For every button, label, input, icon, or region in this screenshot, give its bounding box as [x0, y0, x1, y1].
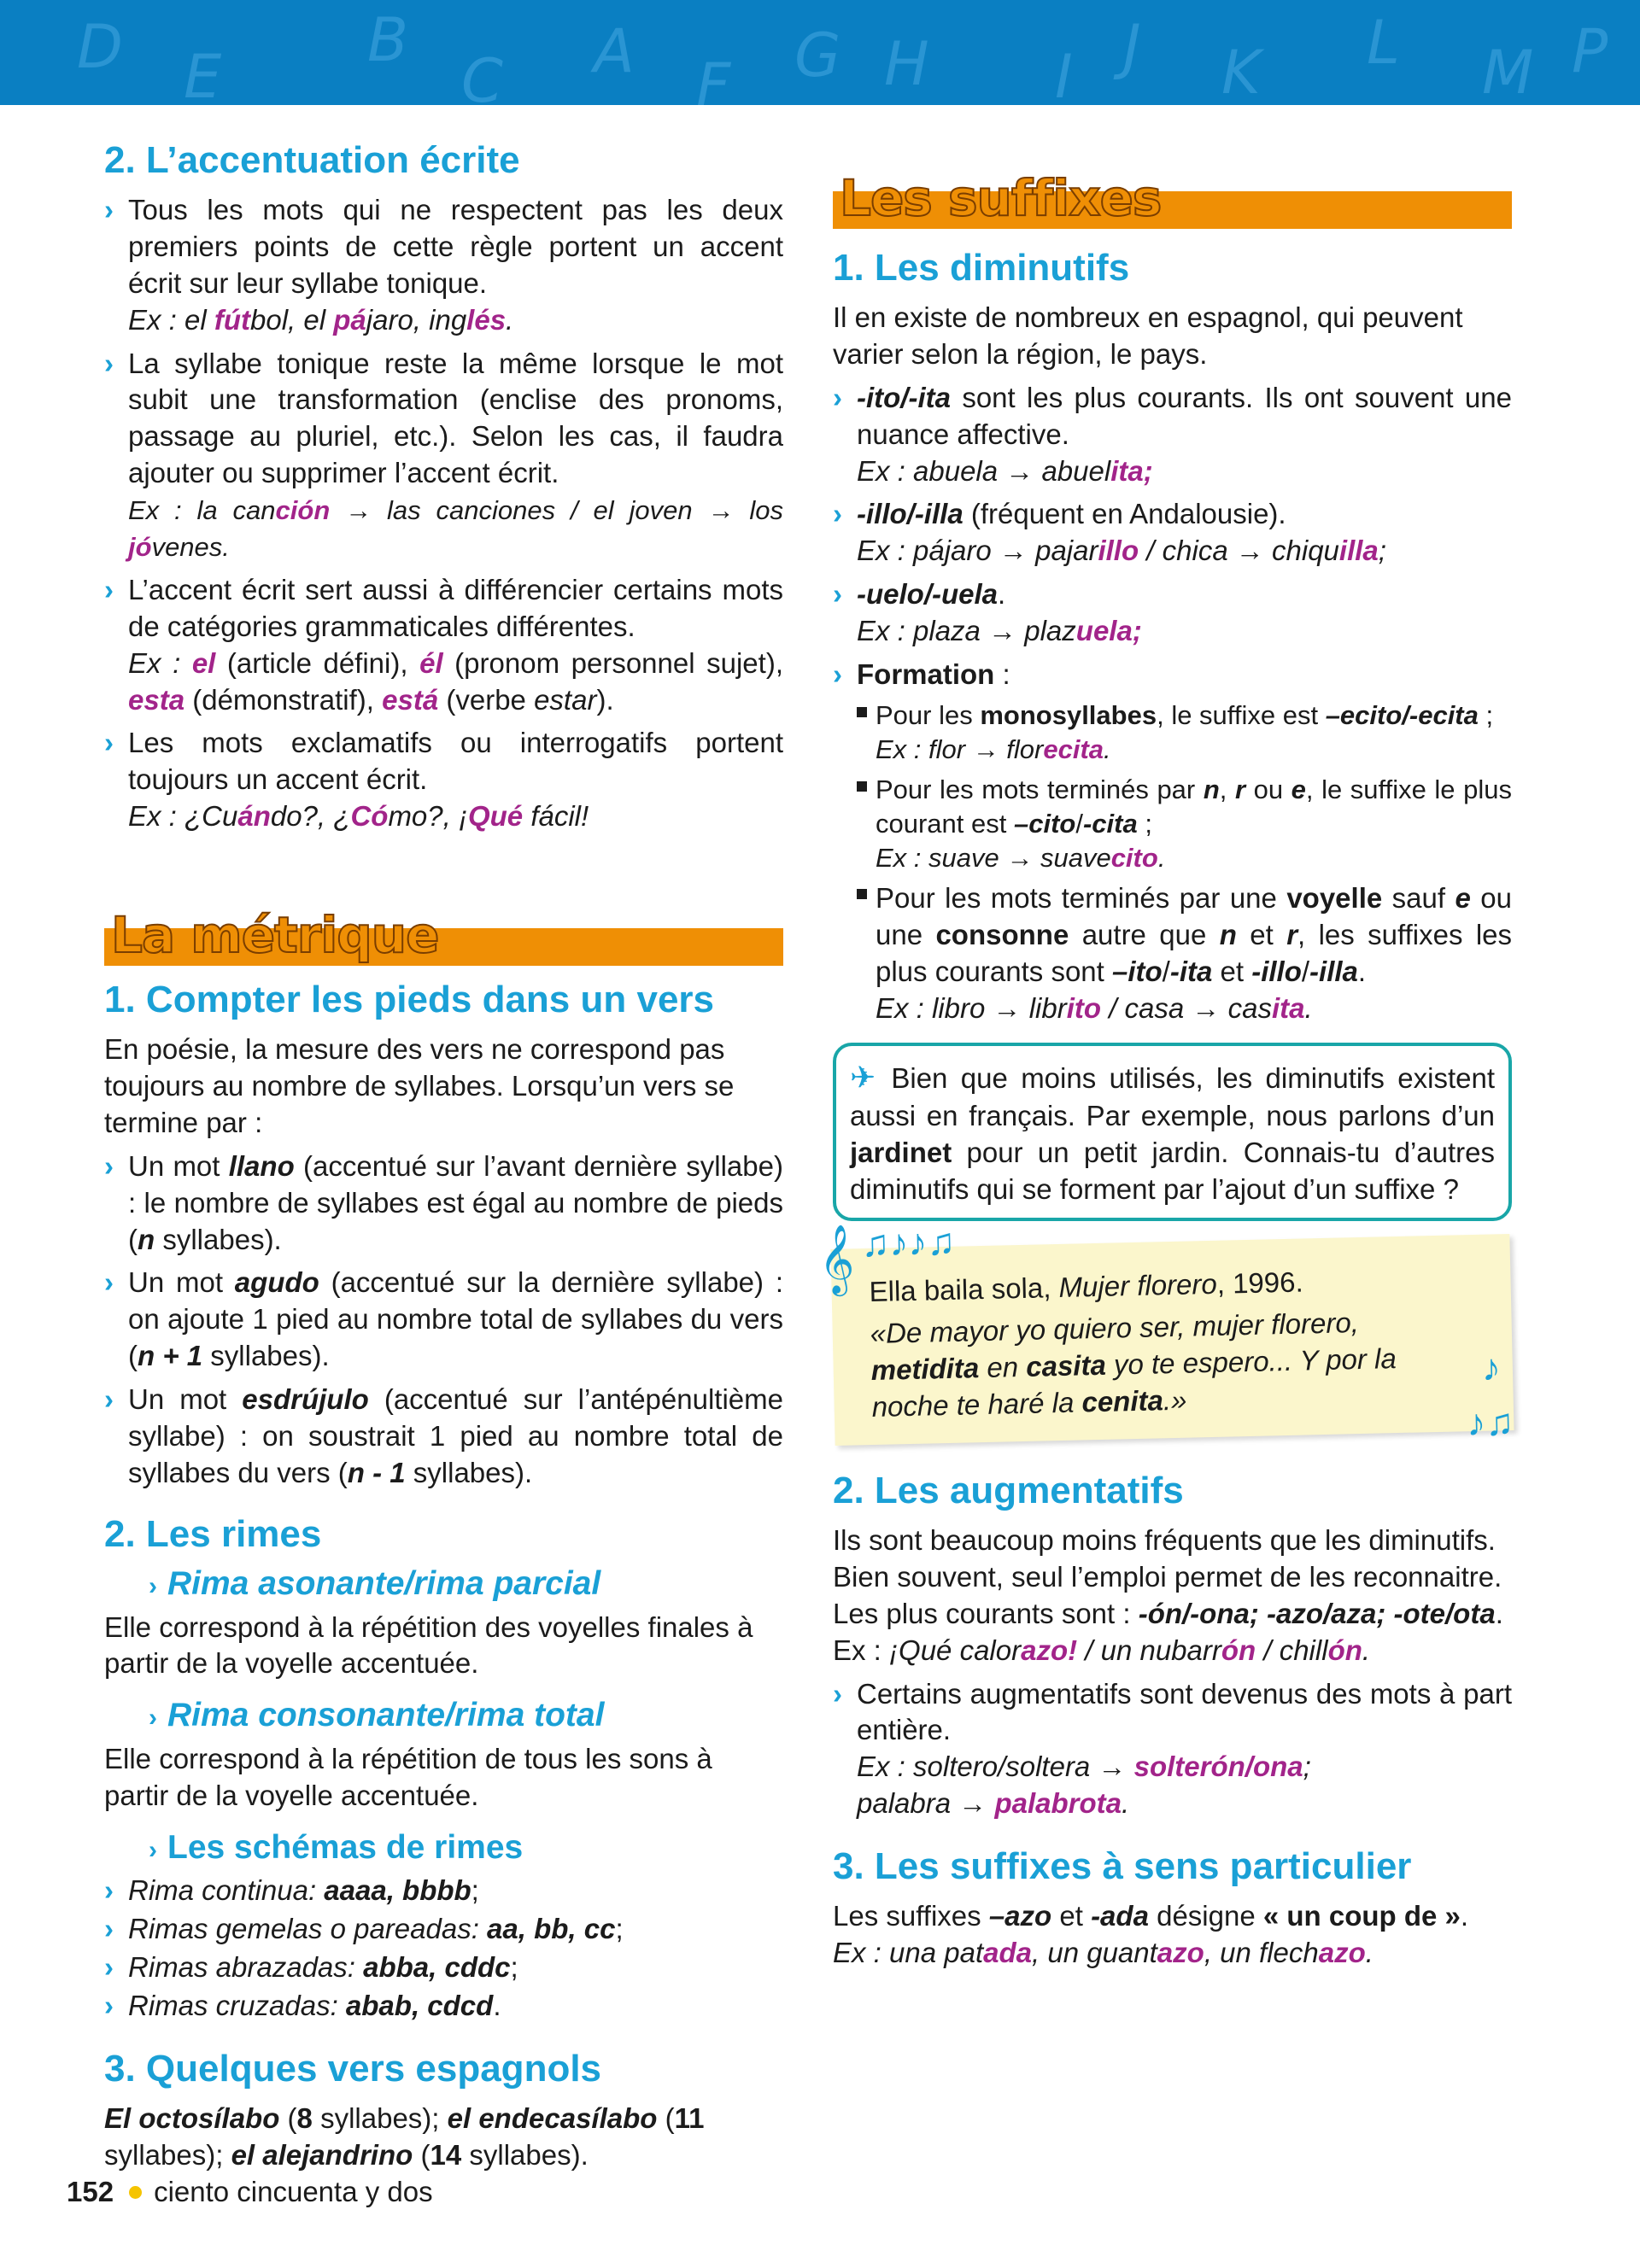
- chevron-right-icon: ›: [104, 1874, 114, 1907]
- list-item: › Rimas abrazadas: abba, cddc;: [104, 1949, 783, 1986]
- header-letter: D: [77, 12, 123, 82]
- page-number-words: ciento cincuenta y dos: [154, 2176, 433, 2207]
- heading-augmentatifs: 2. Les augmentatifs: [833, 1469, 1184, 1511]
- intro-text: Il en existe de nombreux en espagnol, qui peuvent varier selon la région, le pays.: [833, 301, 1463, 370]
- tip-box: ✈ Bien que moins utilisés, les diminutifs existent aussi en français. Par exemple, nous parlons d’un jardinet pour un petit jardin. Connais-tu d’autres diminutifs qui se forment par l’ajout d’un suffixe ?: [833, 1043, 1512, 1221]
- chevron-right-icon: ›: [104, 1266, 114, 1299]
- chevron-right-icon: ›: [104, 727, 114, 759]
- header-band: [0, 0, 1640, 105]
- sens-text: Les suffixes –azo et -ada désigne « un coup de ».: [833, 1900, 1469, 1932]
- subheading-consonante: › Rima consonante/rima total: [149, 1697, 605, 1734]
- right-column: [817, 147, 1514, 1972]
- chevron-right-icon: ›: [833, 1677, 842, 1710]
- header-letter: P: [1572, 16, 1608, 86]
- header-letter: L: [1367, 8, 1400, 78]
- list-item: › -uelo/-uela. Ex : plaza → plazuela;: [833, 578, 1142, 647]
- triangle-right-icon: ›: [149, 1571, 157, 1600]
- sub-list-item: Pour les mots terminés par n, r ou e, le suffixe le plus courant est –cito/-cita ; Ex : suave → suavecito.: [833, 773, 1512, 876]
- sub-list-item: Pour les monosyllabes, le suffixe est –ecito/-ecita ; Ex : flor → florecita.: [833, 699, 1512, 768]
- header-letter: I: [1055, 42, 1073, 105]
- subheading-asonante: › Rima asonante/rima parcial: [149, 1564, 601, 1602]
- page-footer: [67, 2174, 433, 2211]
- aug-text-2: Les plus courants sont : -ón/-ona; -azo/aza; -ote/ota.: [833, 1597, 1503, 1629]
- song-quote: «De mayor yo quiero ser, mujer florero, metidita en casita yo te espero... Y por la noche te haré la cenita.»: [870, 1306, 1397, 1423]
- chevron-right-icon: ›: [104, 573, 114, 605]
- yellow-dot-icon: [129, 2186, 142, 2199]
- header-letter: H: [884, 29, 929, 99]
- music-notes-icon: ♪: [1481, 1347, 1502, 1390]
- list-item: › Formation :: [833, 657, 1512, 693]
- list-item: › -ito/-ita sont les plus courants. Ils ont souvent une nuance affective. Ex : abuela → abuelita;: [833, 381, 1512, 487]
- consonante-text: Elle correspond à la répétition de tous les sons à partir de la voyelle accentuée.: [104, 1742, 712, 1811]
- subheading-schemas: › Les schémas de rimes: [149, 1828, 524, 1866]
- list-item: › Un mot esdrújulo (accentué sur l’antépénultième syllabe) : on soustrait 1 pied au nombre total de syllabes du vers (n - 1 syllabes).: [104, 1383, 783, 1488]
- sens-example: Ex : una patada, un guantazo, un flechazo.: [833, 1937, 1374, 1968]
- song-quote-box: [817, 1221, 1514, 1446]
- bullet-text: La syllabe tonique reste la même lorsque le mot subit une transformation (enclise des pronoms, passage au pluriel, etc.). Selon les cas, il faudra ajouter ou supprimer l’accent écrit.: [128, 347, 783, 489]
- heading-vers: 3. Quelques vers espagnols: [104, 2048, 602, 2090]
- page-number: 152: [67, 2176, 114, 2207]
- list-item: › Un mot agudo (accentué sur la dernière syllabe) : on ajoute 1 pied au nombre total de syllabes du vers (n + 1 syllabes).: [104, 1266, 783, 1372]
- example: Ex : el (article défini), él (pronom personnel sujet), esta (démonstratif), está (verbe estar).: [128, 646, 783, 716]
- header-letter: E: [184, 42, 222, 105]
- sub-list-item: Pour les mots terminés par une voyelle sauf e ou une consonne autre que n et r, les suffixes les plus courants sont –ito/-ita et -illo/-illa. Ex : libro → librito / casa → casita.: [833, 880, 1512, 1027]
- example: Ex : ¿Cuándo?, ¿Cómo?, ¡Qué fácil!: [128, 800, 589, 833]
- chevron-right-icon: ›: [833, 381, 842, 413]
- chevron-right-icon: ›: [833, 498, 842, 530]
- header-letter: C: [461, 46, 503, 105]
- header-letter: J: [1123, 12, 1141, 82]
- section-title-suffixes: [833, 147, 1512, 232]
- header-letter: M: [1482, 38, 1534, 105]
- chevron-right-icon: ›: [104, 1951, 114, 1984]
- heading-sens-particulier: 3. Les suffixes à sens particulier: [833, 1845, 1412, 1888]
- header-letter: K: [1221, 38, 1261, 105]
- list-item: › Rima continua: aaaa, bbbb;: [104, 1873, 783, 1909]
- music-notes-icon: ♫♪♪♫: [860, 1221, 956, 1266]
- bullet-text: Tous les mots qui ne respectent pas les deux premiers points de cette règle portent un accent écrit sur leur syllabe tonique.: [128, 194, 783, 299]
- section-title-text: La métrique: [111, 905, 439, 964]
- song-reference: Ella baila sola, Mujer florero, 1996.: [869, 1266, 1304, 1308]
- section-title-text: Les suffixes: [840, 168, 1162, 227]
- square-bullet-icon: [857, 889, 867, 899]
- header-letter: G: [794, 20, 841, 91]
- section-title-metrique: [104, 880, 783, 969]
- header-letter: F: [696, 50, 731, 105]
- chevron-right-icon: ›: [104, 194, 114, 225]
- square-bullet-icon: [857, 707, 867, 717]
- airplane-icon: ✈: [850, 1059, 882, 1095]
- triangle-right-icon: ›: [149, 1835, 157, 1864]
- heading-diminutifs: 1. Les diminutifs: [833, 247, 1130, 289]
- square-bullet-icon: [857, 781, 867, 792]
- music-notes-icon: ♪♫: [1466, 1401, 1514, 1445]
- list-item: [104, 572, 783, 719]
- list-item: › -illo/-illa (fréquent en Andalousie). Ex : pájaro → pajarillo / chica → chiquilla;: [833, 498, 1386, 567]
- list-item: › Rimas cruzadas: abab, cdcd.: [104, 1988, 783, 2025]
- chevron-right-icon: ›: [104, 1913, 114, 1945]
- chevron-right-icon: ›: [104, 1149, 114, 1182]
- chevron-right-icon: ›: [833, 578, 842, 611]
- example: Ex : el fútbol, el pájaro, inglés.: [128, 303, 514, 336]
- list-item: [104, 192, 783, 339]
- heading-compter: 1. Compter les pieds dans un vers: [104, 979, 715, 1021]
- chevron-right-icon: ›: [104, 1383, 114, 1416]
- chevron-right-icon: ›: [104, 347, 114, 379]
- aug-text-1: Ils sont beaucoup moins fréquents que les diminutifs. Bien souvent, seul l’emploi permet de les reconnaitre.: [833, 1523, 1502, 1593]
- chevron-right-icon: ›: [104, 1990, 114, 2022]
- header-letter: A: [594, 16, 635, 86]
- music-notes-icon: 𝄞: [817, 1225, 856, 1293]
- accentuation-title: 2. L’accentuation écrite: [104, 139, 520, 181]
- vers-text: El octosílabo (8 syllabes); el endecasílabo (11 syllabes); el alejandrino (14 syllabes).: [104, 2102, 705, 2171]
- heading-rimes: 2. Les rimes: [104, 1512, 322, 1555]
- list-item: › Certains augmentatifs sont devenus des mots à part entière. Ex : soltero/soltera → solterón/ona; palabra → palabrota.: [833, 1677, 1512, 1820]
- list-item: [104, 725, 783, 835]
- asonante-text: Elle correspond à la répétition des voyelles finales à partir de la voyelle accentuée.: [104, 1610, 753, 1680]
- header-letter: B: [367, 5, 409, 75]
- bullet-text: L’accent écrit sert aussi à différencier certains mots de catégories grammaticales différentes.: [128, 573, 783, 642]
- bullet-text: Les mots exclamatifs ou interrogatifs portent toujours un accent écrit.: [128, 727, 783, 796]
- triangle-right-icon: ›: [149, 1704, 157, 1733]
- chevron-right-icon: ›: [833, 658, 842, 691]
- left-column: [104, 137, 783, 2174]
- list-item: [104, 346, 783, 565]
- list-item: › Un mot llano (accentué sur l’avant dernière syllabe) : le nombre de syllabes est égal au nombre de pieds (n syllabes).: [104, 1149, 783, 1255]
- list-item: › Rimas gemelas o pareadas: aa, bb, cc;: [104, 1911, 783, 1948]
- aug-example: Ex : ¡Qué calorazo! / un nubarrón / chillón.: [833, 1634, 1371, 1666]
- intro-text: En poésie, la mesure des vers ne correspond pas toujours au nombre de syllabes. Lorsqu’un vers se termine par :: [104, 1033, 735, 1138]
- example: Ex : la canción → las canciones / el joven → los jóvenes.: [128, 495, 783, 563]
